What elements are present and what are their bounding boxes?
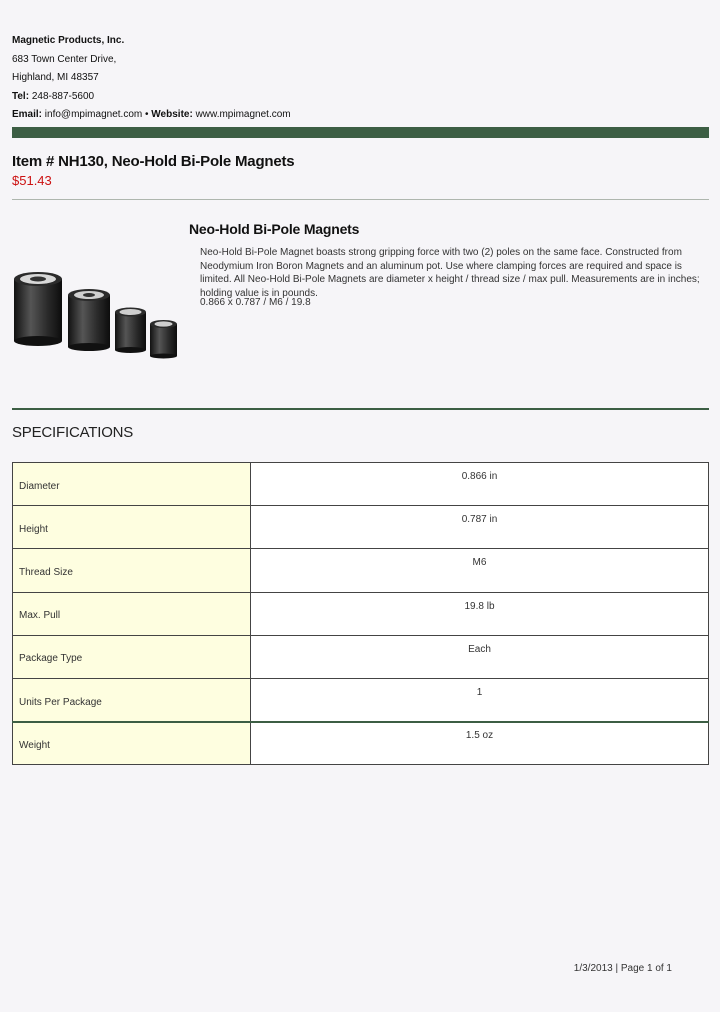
spec-label: Diameter	[13, 463, 251, 506]
company-phone: Tel: 248-887-5600	[12, 90, 95, 102]
item-title: Item # NH130, Neo-Hold Bi-Pole Magnets	[12, 153, 295, 170]
divider-line	[12, 199, 709, 200]
divider-line	[12, 408, 709, 410]
specifications-table	[12, 462, 709, 765]
page-footer: 1/3/2013 | Page 1 of 1	[573, 963, 672, 974]
company-address-line2: Highland, MI 48357	[12, 72, 99, 83]
spec-label: Max. Pull	[13, 592, 251, 635]
header-divider-bar	[12, 127, 709, 138]
product-dimensions: 0.866 x 0.787 / M6 / 19.8	[200, 297, 311, 308]
spec-label: Weight	[13, 722, 251, 765]
company-contact: Email: info@mpimagnet.com • Website: www.mpimagnet.com	[12, 109, 291, 120]
email-link[interactable]: info@mpimagnet.com	[44, 109, 143, 120]
company-name: Magnetic Products, Inc.	[12, 35, 125, 46]
specifications-heading: SPECIFICATIONS	[12, 424, 134, 441]
table-row	[13, 722, 709, 765]
table-row	[13, 463, 709, 506]
spec-value: 0.866 in	[251, 463, 709, 506]
spec-value: 0.787 in	[251, 506, 709, 549]
spec-value: 19.8 lb	[251, 592, 709, 635]
table-row	[13, 506, 709, 549]
spec-label: Height	[13, 506, 251, 549]
table-row	[13, 592, 709, 635]
table-row	[13, 678, 709, 721]
divider-line	[12, 721, 709, 723]
product-heading: Neo-Hold Bi-Pole Magnets	[189, 221, 360, 237]
spec-value: Each	[251, 635, 709, 678]
spec-label: Thread Size	[13, 549, 251, 592]
spec-value: M6	[251, 549, 709, 592]
magnets-product-image-icon	[8, 265, 188, 365]
spec-label: Package Type	[13, 635, 251, 678]
company-address-line1: 683 Town Center Drive,	[12, 53, 117, 65]
item-price: $51.43	[12, 173, 52, 188]
spec-value: 1	[251, 678, 709, 721]
product-description: Neo-Hold Bi-Pole Magnet boasts strong gripping force with two (2) poles on the same face. Constructed from Neodymium Iron Boron Magnets and an aluminum pot. Use where clamping forces are required and space is limited. All Neo-Hold Bi-Pole Magnets are diameter x height / thread size / max pull. Measurements are in inches; holding value is in pounds.	[200, 247, 700, 299]
spec-value: 1.5 oz	[251, 722, 709, 765]
table-row	[13, 635, 709, 678]
website-link[interactable]: www.mpimagnet.com	[195, 109, 291, 120]
spec-label: Units Per Package	[13, 678, 251, 721]
table-row	[13, 549, 709, 592]
company-info	[12, 32, 291, 125]
